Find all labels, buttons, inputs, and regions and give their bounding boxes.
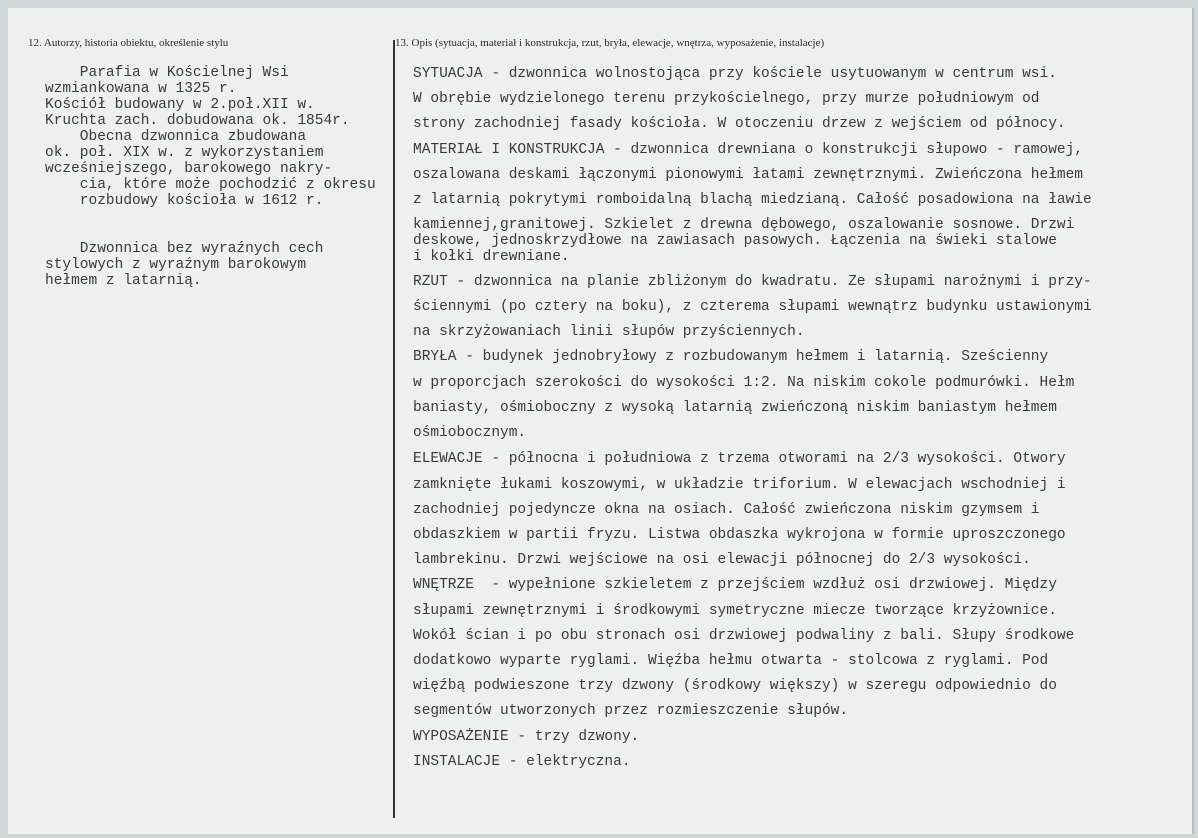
description-line: BRYŁA - budynek jednobryłowy z rozbudowanym hełmem i latarnią. Sześcienny (413, 349, 1049, 365)
description-line: zachodniej pojedyncze okna na osiach. Całość zwieńczona niskim gzymsem i (413, 502, 1040, 518)
description-line: słupami zewnętrznymi i środkowymi symetryczne miecze tworzące krzyżownice. (413, 603, 1057, 619)
left-text-line: Parafia w Kościelnej Wsi (45, 65, 289, 81)
description-line: obdaszkiem w partii fryzu. Listwa obdaszka wykrojona w formie uproszczonego (413, 527, 1066, 543)
left-text-line: cia, które może pochodzić z okresu (45, 177, 376, 193)
description-line: strony zachodniej fasady kościoła. W otoczeniu drzew z wejściem od północy. (413, 116, 1066, 132)
description-line: deskowe, jednoskrzydłowe na zawiasach pasowych. Łączenia na świeki stalowe (413, 233, 1057, 249)
description-line: z latarnią pokrytymi romboidalną blachą miedzianą. Całość posadowiona na ławie (413, 192, 1092, 208)
left-text-line: wcześniejszego, barokowego nakry- (45, 161, 333, 177)
description-line: segmentów utworzonych przez rozmieszczenie słupów. (413, 703, 849, 719)
description-line: i kołki drewniane. (413, 249, 570, 265)
description-line: baniasty, ośmioboczny z wysoką latarnią zwieńczoną niskim baniastym hełmem (413, 400, 1057, 416)
description-line: WYPOSAŻENIE - trzy dzwony. (413, 729, 640, 745)
section-12-header: 12. Autorzy, historia obiektu, określenie stylu (28, 37, 229, 49)
description-line: ściennymi (po cztery na boku), z czterema słupami wewnątrz budynku ustawionymi (413, 299, 1092, 315)
description-line: ELEWACJE - północna i południowa z trzema otworami na 2/3 wysokości. Otwory (413, 451, 1066, 467)
left-text-line: ok. poł. XIX w. z wykorzystaniem (45, 145, 324, 161)
left-text-line: Kruchta zach. dobudowana ok. 1854r. (45, 113, 350, 129)
left-text-line: Kościół budowany w 2.poł.XII w. (45, 97, 315, 113)
description-line: RZUT - dzwonnica na planie zbliżonym do kwadratu. Ze słupami narożnymi i przy- (413, 274, 1092, 290)
column-divider (393, 40, 395, 818)
description-line: więźbą podwieszone trzy dzwony (środkowy większy) w szeregu odpowiednio do (413, 678, 1057, 694)
description-line: INSTALACJE - elektryczna. (413, 754, 631, 770)
description-line: SYTUACJA - dzwonnica wolnostojąca przy kościele usytuowanym w centrum wsi. (413, 66, 1057, 82)
description-line: MATERIAŁ I KONSTRUKCJA - dzwonnica drewniana o konstrukcji słupowo - ramowej, (413, 142, 1084, 158)
section-13-header: 13. Opis (sytuacja, materiał i konstrukcja, rzut, bryła, elewacje, wnętrza, wyposażenie, instalacje) (395, 37, 825, 49)
left-text-line: rozbudowy kościoła w 1612 r. (45, 193, 324, 209)
description-line: lambrekinu. Drzwi wejściowe na osi elewacji północnej do 2/3 wysokości. (413, 552, 1031, 568)
description-line: na skrzyżowaniach linii słupów przyściennych. (413, 324, 805, 340)
description-line: w proporcjach szerokości do wysokości 1:2. Na niskim cokole podmurówki. Hełm (413, 375, 1075, 391)
description-line: dodatkowo wyparte ryglami. Więźba hełmu otwarta - stolcowa z ryglami. Pod (413, 653, 1049, 669)
left-text-line: Dzwonnica bez wyraźnych cech (45, 241, 324, 257)
left-text-line: hełmem z latarnią. (45, 273, 202, 289)
description-line: W obrębie wydzielonego terenu przykościelnego, przy murze południowym od (413, 91, 1040, 107)
description-line: ośmiobocznym. (413, 425, 527, 441)
description-line: kamiennej,granitowej. Szkielet z drewna dębowego, oszalowanie sosnowe. Drzwi (413, 217, 1075, 233)
description-line: oszalowana deskami łączonymi pionowymi łatami zewnętrznymi. Zwieńczona hełmem (413, 167, 1084, 183)
left-text-line: wzmiankowana w 1325 r. (45, 81, 237, 97)
description-line: Wokół ścian i po obu stronach osi drzwiowej podwaliny z bali. Słupy środkowe (413, 628, 1075, 644)
left-text-line: stylowych z wyraźnym barokowym (45, 257, 307, 273)
description-line: zamknięte łukami koszowymi, w układzie triforium. W elewacjach wschodniej i (413, 477, 1066, 493)
left-text-line: Obecna dzwonnica zbudowana (45, 129, 307, 145)
description-line: WNĘTRZE - wypełnione szkieletem z przejściem wzdłuż osi drzwiowej. Między (413, 577, 1057, 593)
